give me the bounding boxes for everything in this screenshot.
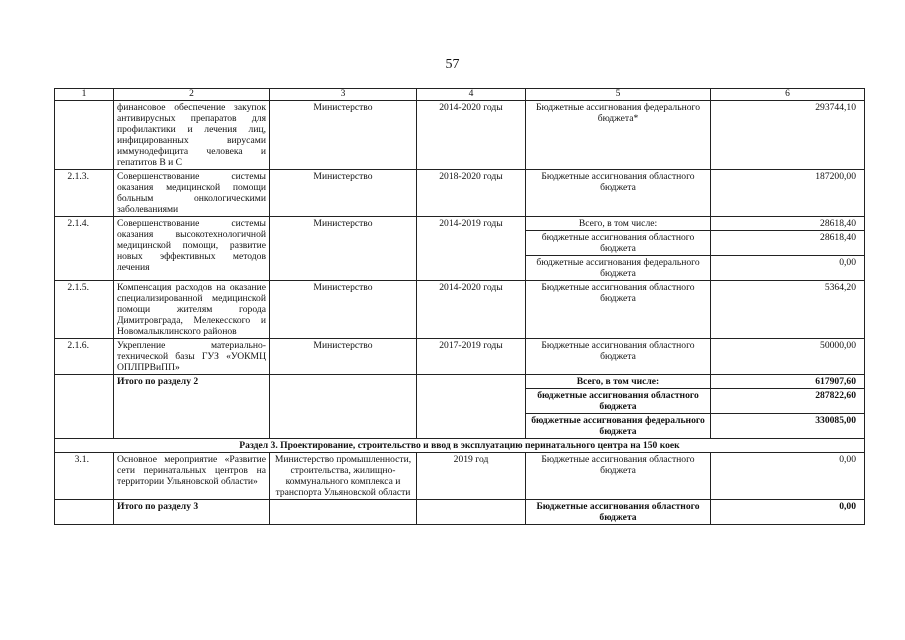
row-description: Совершенствование системы оказания высокотехнологичной медицинской помощи, развитие новых эффективных методов лечения <box>114 217 270 281</box>
row-funding-source: Бюджетные ассигнования федерального бюджета* <box>526 101 711 170</box>
column-header-row <box>55 89 865 101</box>
row-executor: Министерство <box>270 281 417 339</box>
total-amount: 287822,60 <box>711 389 865 414</box>
total-row <box>55 500 865 525</box>
row-number: 3.1. <box>55 453 114 500</box>
row-funding-source: бюджетные ассигнования областного бюджета <box>526 231 711 256</box>
empty-cell <box>55 500 114 525</box>
total-label: Итого по разделу 2 <box>114 375 270 439</box>
empty-cell <box>270 375 417 439</box>
row-period: 2019 год <box>417 453 526 500</box>
empty-cell <box>417 375 526 439</box>
row-amount: 0,00 <box>711 453 865 500</box>
total-row <box>55 375 865 389</box>
total-funding-source: бюджетные ассигнования федерального бюджета <box>526 414 711 439</box>
row-period: 2018-2020 годы <box>417 170 526 217</box>
total-amount: 330085,00 <box>711 414 865 439</box>
row-period: 2017-2019 годы <box>417 339 526 375</box>
total-amount: 0,00 <box>711 500 865 525</box>
row-executor: Министерство <box>270 170 417 217</box>
row-description: Основное мероприятие «Развитие сети перинатальных центров на территории Ульяновской области» <box>114 453 270 500</box>
row-number: 2.1.5. <box>55 281 114 339</box>
table-row <box>55 339 865 375</box>
row-funding-source: Бюджетные ассигнования областного бюджета <box>526 453 711 500</box>
row-funding-source: Всего, в том числе: <box>526 217 711 231</box>
column-header: 2 <box>114 89 270 101</box>
column-header: 6 <box>711 89 865 101</box>
empty-cell <box>55 375 114 439</box>
total-funding-source: Бюджетные ассигнования областного бюджета <box>526 500 711 525</box>
row-amount: 5364,20 <box>711 281 865 339</box>
row-funding-source: Бюджетные ассигнования областного бюджета <box>526 281 711 339</box>
total-label: Итого по разделу 3 <box>114 500 270 525</box>
row-description: Совершенствование системы оказания медицинской помощи больным онкологическими заболеваниями <box>114 170 270 217</box>
row-number: 2.1.4. <box>55 217 114 281</box>
page-number: 57 <box>445 57 460 72</box>
row-amount: 293744,10 <box>711 101 865 170</box>
row-funding-source: Бюджетные ассигнования областного бюджета <box>526 339 711 375</box>
total-amount: 617907,60 <box>711 375 865 389</box>
column-header: 1 <box>55 89 114 101</box>
table-row <box>55 281 865 339</box>
row-executor: Министерство <box>270 101 417 170</box>
row-description: Компенсация расходов на оказание специализированной медицинской помощи жителям города Димитровграда, Мелекесского и Новомалыклинского районов <box>114 281 270 339</box>
column-header: 4 <box>417 89 526 101</box>
row-funding-source: Бюджетные ассигнования областного бюджета <box>526 170 711 217</box>
row-amount: 50000,00 <box>711 339 865 375</box>
row-period: 2014-2019 годы <box>417 217 526 281</box>
table-row <box>55 453 865 500</box>
total-funding-source: Всего, в том числе: <box>526 375 711 389</box>
table-row <box>55 170 865 217</box>
row-amount: 0,00 <box>711 256 865 281</box>
row-amount: 28618,40 <box>711 217 865 231</box>
row-funding-source: бюджетные ассигнования федерального бюджета <box>526 256 711 281</box>
row-description: финансовое обеспечение закупок антивирусных препаратов для профилактики и лечения лиц, инфицированных вирусами иммунодефицита человека и гепатитов В и С <box>114 101 270 170</box>
row-executor: Министерство <box>270 339 417 375</box>
empty-cell <box>270 500 417 525</box>
row-period: 2014-2020 годы <box>417 101 526 170</box>
row-amount: 28618,40 <box>711 231 865 256</box>
empty-cell <box>417 500 526 525</box>
row-number <box>55 101 114 170</box>
row-executor: Министерство промышленности, строительства, жилищно-коммунального комплекса и транспорта Ульяновской области <box>270 453 417 500</box>
program-table <box>54 88 865 525</box>
column-header: 5 <box>526 89 711 101</box>
total-funding-source: бюджетные ассигнования областного бюджета <box>526 389 711 414</box>
row-executor: Министерство <box>270 217 417 281</box>
row-number: 2.1.3. <box>55 170 114 217</box>
row-number: 2.1.6. <box>55 339 114 375</box>
row-amount: 187200,00 <box>711 170 865 217</box>
column-header: 3 <box>270 89 417 101</box>
row-period: 2014-2020 годы <box>417 281 526 339</box>
row-description: Укрепление материально-технической базы ГУЗ «УОКМЦ ОПЛПРВиПП» <box>114 339 270 375</box>
section-title-row <box>55 439 865 453</box>
table-row <box>55 217 865 231</box>
table-row <box>55 101 865 170</box>
section-title: Раздел 3. Проектирование, строительство и ввод в эксплуатацию перинатального центра на 150 коек <box>55 439 865 453</box>
